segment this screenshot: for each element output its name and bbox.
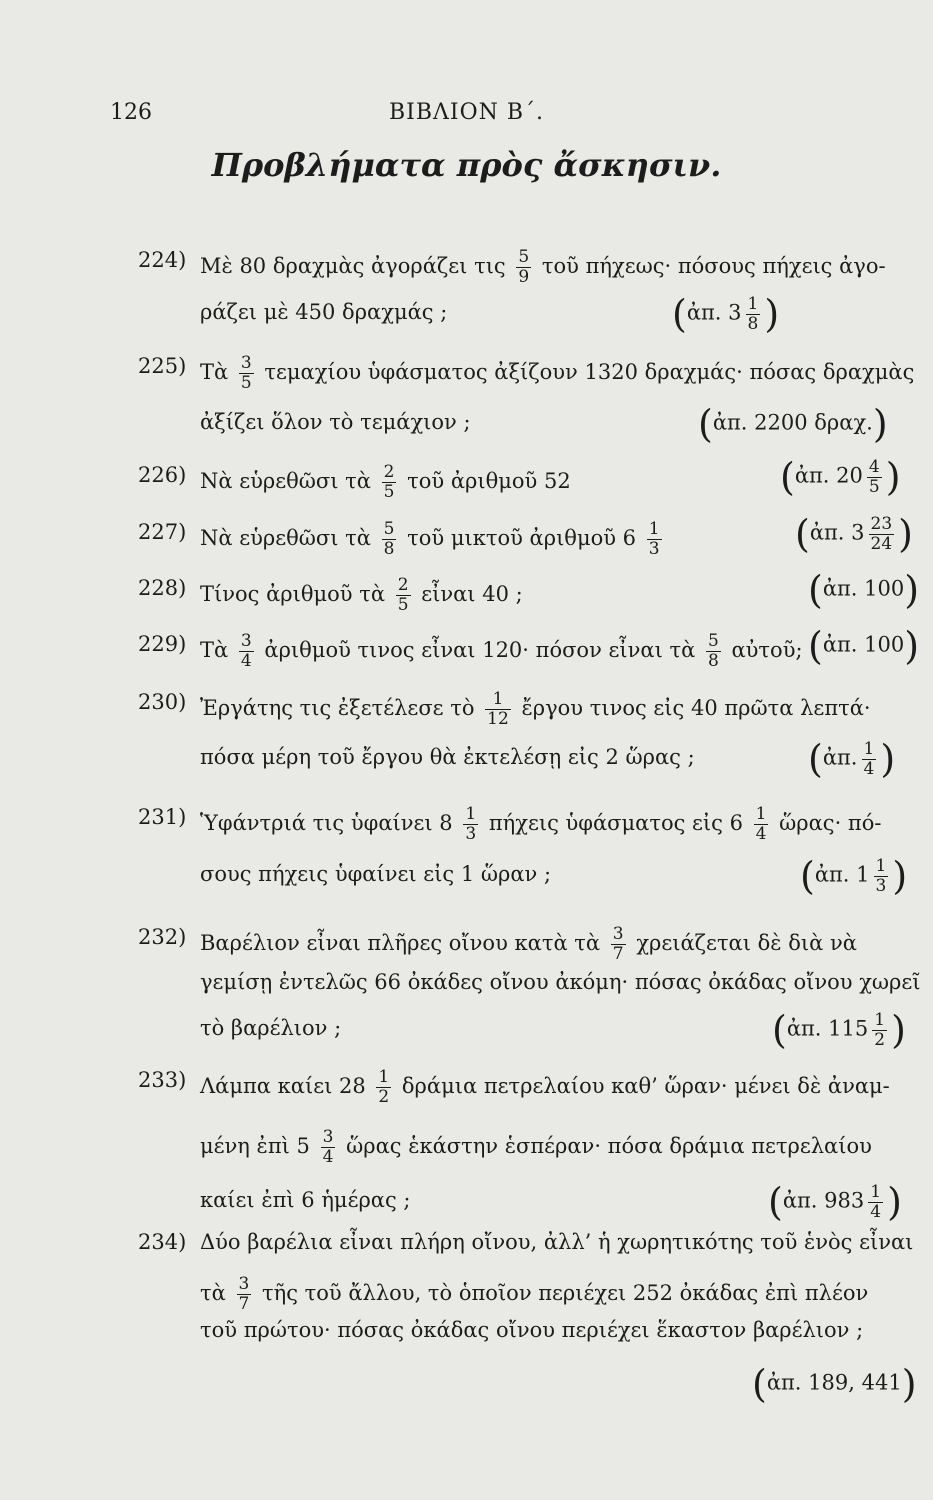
problem-225-line-2: ἀξίζει ὅλον τὸ τεμάχιον ; (ἀπ. 2200 δραχ.)	[200, 402, 888, 446]
fraction: $\frac{3}{5}$	[240, 353, 252, 393]
problem-228-line-1: 228) Τίνος ἀριθμοῦ τὰ $\frac{2}{5}$ εἶναι 40 ; (ἀπ. 100)	[138, 568, 920, 615]
fraction: $\frac{2}{5}$	[397, 575, 409, 615]
problem-234-line-4	[0, 1362, 933, 1410]
fraction: $\frac{5}{9}$	[518, 247, 530, 287]
running-header: ΒΙΒΛΙΟΝ Β΄.	[388, 100, 545, 125]
fraction: $\frac{1}{12}$	[487, 689, 509, 729]
problem-233-line-1: 233) Λάμπα καίει 28 $\frac{1}{2}$ δράμια πετρελαίου καθ’ ὥραν· μένει δὲ ἀναμ-	[138, 1067, 890, 1107]
section-title: Προβλήματα πρὸς ἄσκησιν.	[211, 146, 722, 184]
answer: (ἀπ. 983 $\frac{1}{4}$ )	[768, 1180, 902, 1224]
problem-number: 224)	[138, 248, 187, 272]
problem-233-line-3: καίει ἐπὶ 6 ἡμέρας ; (ἀπ. 983 $\frac{1}{4}$ )	[200, 1180, 902, 1224]
problem-text: Μὲ 80 δραχμὰς ἀγοράζει τις $\frac{5}{9}$ τοῦ πήχεως· πόσους πήχεις ἀγο-	[200, 247, 886, 287]
fraction: $\frac{3}{7}$	[238, 1274, 250, 1314]
answer: (ἀπ. 1 $\frac{1}{3}$ )	[800, 854, 908, 898]
problem-224-line-2: ράζει μὲ 450 δραχμάς ; (ἀπ. 3 $\frac{1}{8}$ )	[200, 292, 780, 336]
answer: (ἀπ. 100)	[808, 568, 920, 612]
problem-234-line-1: 234) Δύο βαρέλια εἶναι πλήρη οἴνου, ἀλλ’ ἡ χωρητικότης τοῦ ἑνὸς εἶναι	[138, 1230, 914, 1254]
problem-226-line-1: 226) Νὰ εὑρεθῶσι τὰ $\frac{2}{5}$ τοῦ ἀριθμοῦ 52 (ἀπ. 20 $\frac{4}{5}$ )	[138, 455, 901, 502]
problem-234-line-2: τὰ $\frac{3}{7}$ τῆς τοῦ ἄλλου, τὸ ὁποῖον περιέχει 252 ὀκάδας ἐπὶ πλέον	[200, 1274, 869, 1314]
answer: (ἀπ. 3 $\frac{23}{24}$ )	[795, 512, 913, 556]
answer: (ἀπ. 100)	[808, 624, 920, 668]
problem-225-line-1: 225) Τὰ $\frac{3}{5}$ τεμαχίου ὑφάσματος ἀξίζουν 1320 δραχμάς· πόσας δραχμὰς	[138, 353, 915, 393]
fraction: $\frac{1}{3}$	[465, 804, 477, 844]
answer: (ἀπ. 20 $\frac{4}{5}$ )	[780, 455, 901, 499]
problem-231-line-2: σους πήχεις ὑφαίνει εἰς 1 ὥραν ; (ἀπ. 1 $\frac{1}{3}$ )	[200, 854, 908, 898]
problem-230-line-1: 230) Ἐργάτης τις ἐξετέλεσε τὸ $\frac{1}{12}$ ἔργου τινος εἰς 40 πρῶτα λεπτά·	[138, 689, 871, 729]
fraction: $\frac{3}{4}$	[322, 1127, 334, 1167]
problem-232-line-2: γεμίσῃ ἐντελῶς 66 ὀκάδες οἴνου ἀκόμη· πόσας ὀκάδας οἴνου χωρεῖ	[200, 970, 921, 994]
page-number: 126	[110, 100, 152, 125]
fraction: $\frac{3}{7}$	[612, 924, 624, 964]
problem-232-line-3: τὸ βαρέλιον ; (ἀπ. 115 $\frac{1}{2}$ )	[200, 1008, 906, 1052]
problem-224-line-1	[0, 248, 933, 288]
fraction: $\frac{1}{3}$	[648, 519, 660, 559]
problem-230-line-2: πόσα μέρη τοῦ ἔργου θὰ ἐκτελέσῃ εἰς 2 ὥρας ; (ἀπ. $\frac{1}{4}$ )	[200, 737, 896, 781]
problem-233-line-2: μένη ἐπὶ 5 $\frac{3}{4}$ ὥρας ἑκάστην ἑσπέραν· πόσα δράμια πετρελαίου	[200, 1127, 872, 1167]
problem-234-line-3: τοῦ πρώτου· πόσας ὀκάδας οἴνου περιέχει ἕκαστον βαρέλιον ;	[200, 1318, 864, 1342]
fraction: $\frac{2}{5}$	[383, 462, 395, 502]
answer: (ἀπ. 3 $\frac{1}{8}$ )	[672, 292, 780, 336]
answer: (ἀπ. $\frac{1}{4}$ )	[808, 737, 896, 781]
fraction: $\frac{5}{8}$	[707, 631, 719, 671]
problem-232-line-1: 232) Βαρέλιον εἶναι πλῆρες οἴνου κατὰ τὰ $\frac{3}{7}$ χρειάζεται δὲ διὰ νὰ	[138, 924, 857, 964]
fraction: $\frac{3}{4}$	[240, 631, 252, 671]
problem-229-line-1: 229) Τὰ $\frac{3}{4}$ ἀριθμοῦ τινος εἶναι 120· πόσον εἶναι τὰ $\frac{5}{8}$ αὐτοῦ; (ἀπ. 100)	[138, 624, 920, 671]
problem-231-line-1: 231) Ὑφάντριά τις ὑφαίνει 8 $\frac{1}{3}$ πήχεις ὑφάσματος εἰς 6 $\frac{1}{4}$ ὥρας· πό-	[138, 804, 882, 844]
problem-227-line-1: 227) Νὰ εὑρεθῶσι τὰ $\frac{5}{8}$ τοῦ μικτοῦ ἀριθμοῦ 6 $\frac{1}{3}$ (ἀπ. 3 $\frac{23}{24}$ )	[138, 512, 913, 559]
fraction: $\frac{5}{8}$	[383, 519, 395, 559]
fraction: $\frac{1}{4}$	[755, 804, 767, 844]
answer: (ἀπ. 2200 δραχ.)	[698, 402, 888, 446]
fraction: $\frac{1}{2}$	[378, 1067, 390, 1107]
answer: (ἀπ. 189, 441)	[752, 1362, 917, 1406]
answer: (ἀπ. 115 $\frac{1}{2}$ )	[772, 1008, 906, 1052]
